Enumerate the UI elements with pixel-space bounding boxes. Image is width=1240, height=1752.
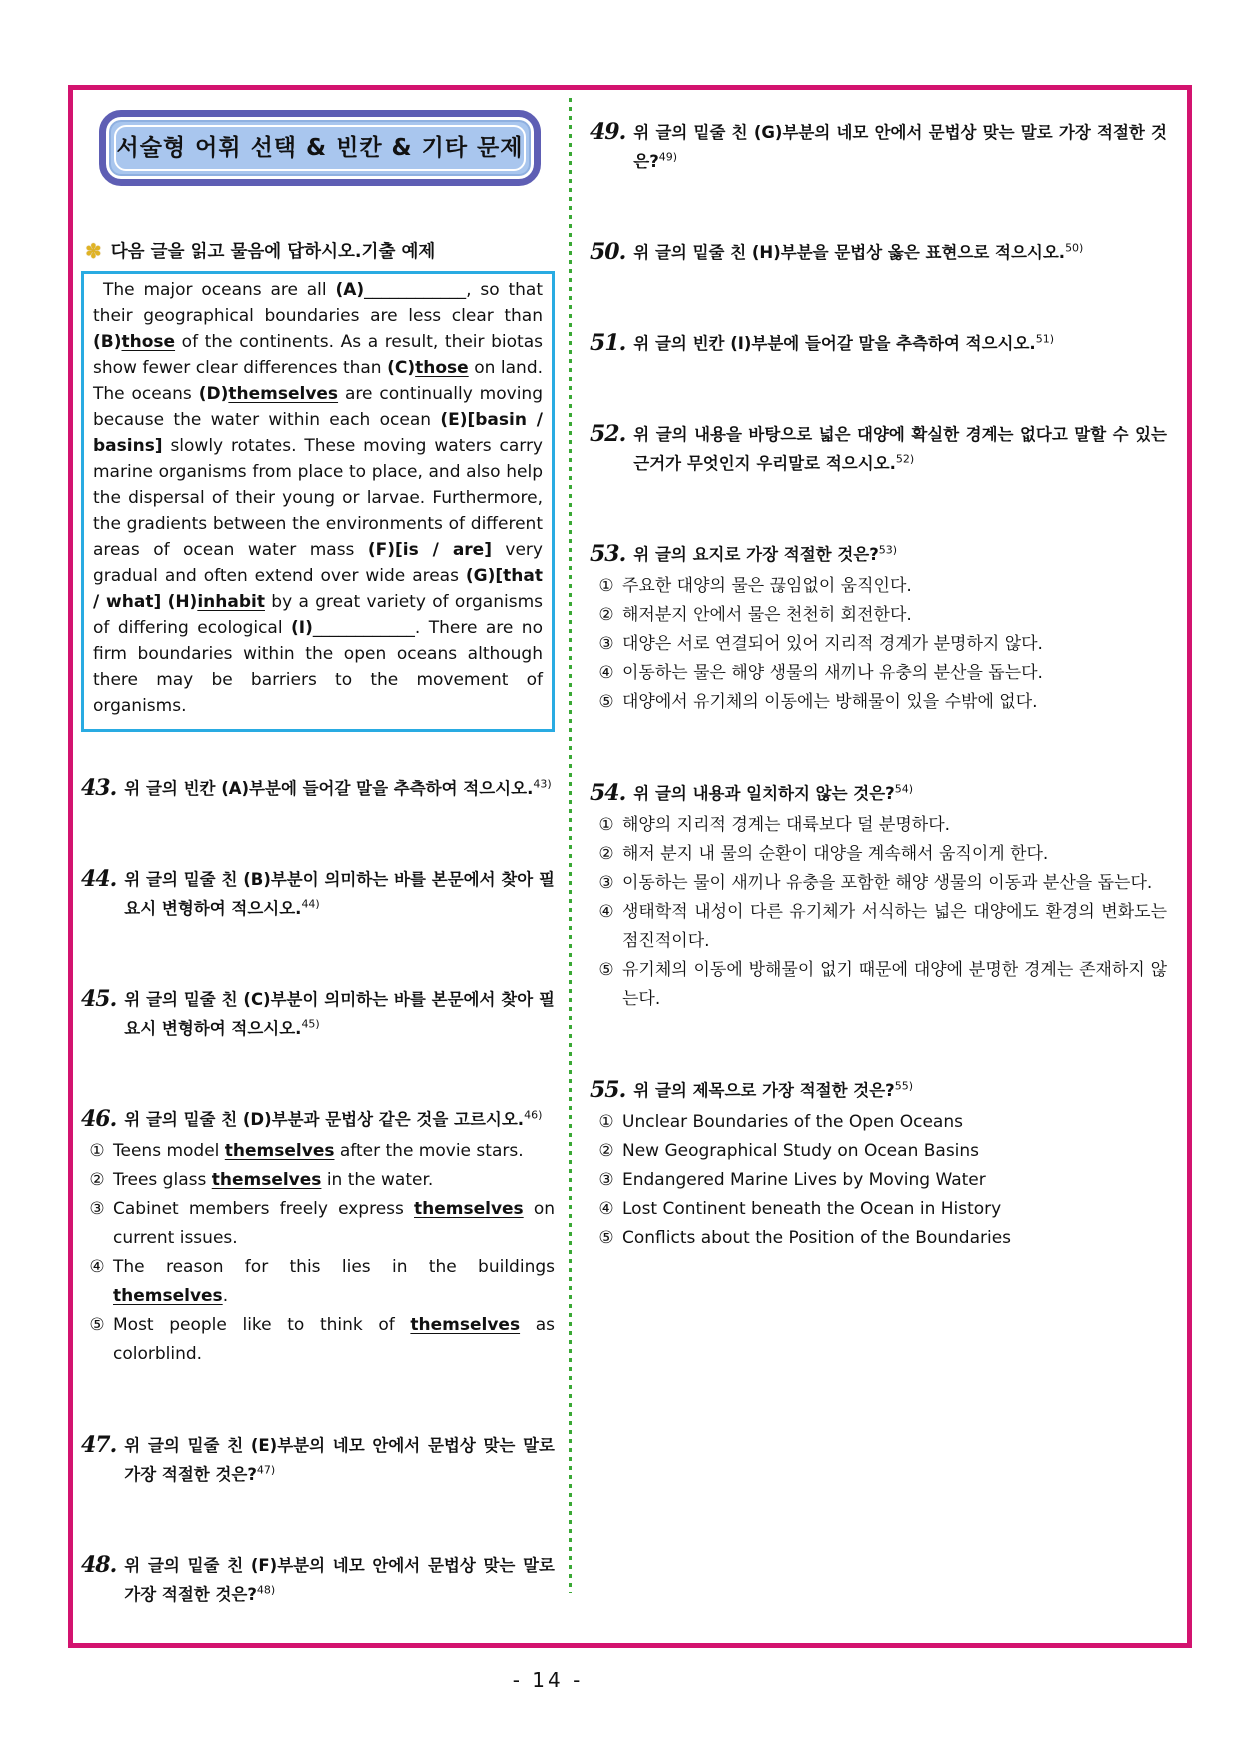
question-text [633, 118, 1167, 176]
question-footnote: 46) [524, 1108, 543, 1122]
option-marker: ③ [89, 1199, 105, 1219]
option-text: 해저분지 안에서 물은 천천히 회전한다. [622, 605, 912, 625]
question-number: 47. [81, 1432, 117, 1458]
question-number: 50. [590, 239, 626, 265]
question-text-body: 위 글의 밑줄 친 (C)부분이 의미하는 바를 본문에서 찾아 필요시 변형하여 적으시오. [124, 990, 555, 1038]
question-footnote: 53) [878, 543, 898, 557]
question-head [590, 420, 1167, 478]
question-footnote: 50) [1065, 241, 1084, 255]
question [590, 420, 1167, 478]
question-number: 46. [81, 1106, 117, 1132]
option-row [81, 1253, 555, 1311]
option-text: The reason for this lies in the buildings themselves. [113, 1257, 555, 1306]
option-marker: ① [598, 576, 614, 596]
question-text [633, 1076, 1167, 1105]
question [81, 774, 555, 803]
section-title-box [99, 110, 541, 186]
flower-icon: ✽ [85, 238, 102, 263]
question-head [81, 774, 555, 803]
question-number: 51. [590, 330, 626, 356]
question-text-body: 위 글의 밑줄 친 (G)부분의 네모 안에서 문법상 맞는 말로 가장 적절한 것은? [633, 123, 1167, 171]
question-text [124, 985, 555, 1043]
question-text-body: 위 글의 밑줄 친 (H)부분을 문법상 옳은 표현으로 적으시오. [633, 243, 1066, 262]
option-row [590, 1195, 1167, 1224]
option-text: Conflicts about the Position of the Boundaries [622, 1228, 1012, 1248]
option-row [590, 898, 1167, 956]
question [590, 540, 1167, 717]
option-row [590, 1137, 1167, 1166]
option-text: Endangered Marine Lives by Moving Water [622, 1170, 986, 1190]
option-row [590, 1108, 1167, 1137]
question-text [633, 238, 1167, 267]
question-text [633, 329, 1167, 358]
option-marker: ① [89, 1141, 105, 1161]
option-text: Unclear Boundaries of the Open Oceans [622, 1112, 963, 1132]
question-footnote: 48) [256, 1583, 276, 1597]
page-number: - 14 - [512, 1668, 584, 1692]
option-row [590, 659, 1167, 688]
option-marker: ④ [598, 1199, 614, 1219]
question [81, 865, 555, 923]
option-text: 대양은 서로 연결되어 있어 지리적 경계가 분명하지 않다. [622, 634, 1043, 654]
option-row [590, 1166, 1167, 1195]
option-marker: ② [598, 844, 614, 864]
question-text-body: 위 글의 빈칸 (A)부분에 들어갈 말을 추측하여 적으시오. [124, 779, 534, 798]
question [590, 118, 1167, 176]
option-row [81, 1166, 555, 1195]
question-footnote: 52) [895, 452, 915, 466]
option-row [590, 630, 1167, 659]
question [81, 1551, 555, 1609]
question-head [590, 1076, 1167, 1105]
option-text: 해저 분지 내 물의 순환이 대양을 계속해서 움직이게 한다. [622, 844, 1049, 864]
column-divider [569, 98, 572, 1593]
question-footnote: 44) [301, 897, 320, 911]
question-head [81, 1551, 555, 1609]
option-marker: ⑤ [598, 692, 614, 712]
question-footnote: 47) [256, 1463, 276, 1477]
question-text [124, 1431, 555, 1489]
option-text: 대양에서 유기체의 이동에는 방해물이 있을 수밖에 없다. [622, 692, 1038, 712]
option-text: Teens model themselves after the movie stars. [113, 1141, 524, 1161]
question [81, 1431, 555, 1489]
question-footnote: 54) [894, 782, 914, 796]
question-head [590, 540, 1167, 569]
option-text: 생태학적 내성이 다른 유기체가 서식하는 넓은 대양에도 환경의 변화도는 점진적이다. [622, 902, 1167, 951]
option-marker: ② [598, 605, 614, 625]
question-head [590, 329, 1167, 358]
passage-box [81, 271, 555, 732]
option-row [590, 572, 1167, 601]
question-text-body: 위 글의 빈칸 (I)부분에 들어갈 말을 추측하여 적으시오. [633, 334, 1036, 353]
option-marker: ② [89, 1170, 105, 1190]
questions-left [81, 774, 555, 1609]
option-row [590, 869, 1167, 898]
instruction-text: 다음 글을 읽고 물음에 답하시오.기출 예제 [110, 242, 436, 262]
question-text [633, 420, 1167, 478]
option-row [81, 1195, 555, 1253]
option-marker: ⑤ [598, 1228, 614, 1248]
question [590, 329, 1167, 358]
question-number: 53. [590, 541, 626, 567]
option-row [590, 601, 1167, 630]
question-text [124, 865, 555, 923]
option-row [590, 688, 1167, 717]
option-marker: ④ [89, 1257, 105, 1277]
question-footnote: 45) [301, 1017, 320, 1031]
question-text [124, 1105, 555, 1134]
question-text [633, 540, 1167, 569]
question-text-body: 위 글의 제목으로 가장 적절한 것은? [633, 1081, 895, 1100]
question-number: 45. [81, 986, 117, 1012]
option-marker: ④ [598, 663, 614, 683]
passage-text: The major oceans are all (A)____________, so that their geographical boundaries are less clear than (B)those of the continents. As a result, their biotas show fewer clear differences than (C)those on land. The oceans (D)themselves are continually moving because the water within each ocean (E)[basin / basins] slowly rotates. These moving waters carry marine organisms from place to place, and also help the dispersal of their young or larvae. Furthermore, the gradients between the environments of different areas of ocean water mass (F)[is / are] very gradual and often extend over wide areas (G)[that / what] (H)inhabit by a great variety of organisms of differing ecological (I)____________. There are no firm boundaries within the open oceans although there may be barriers to the movement of organisms. [93, 280, 544, 716]
question-text-body: 위 글의 밑줄 친 (D)부분과 문법상 같은 것을 고르시오. [124, 1110, 525, 1129]
question-number: 54. [590, 780, 626, 806]
question-number: 48. [81, 1552, 117, 1578]
question-text [124, 1551, 555, 1609]
question-number: 55. [590, 1077, 626, 1103]
option-text: 해양의 지리적 경계는 대륙보다 덜 분명하다. [622, 815, 951, 835]
question-footnote: 55) [894, 1079, 914, 1093]
question-text-body: 위 글의 내용과 일치하지 않는 것은? [633, 784, 895, 803]
question-options [590, 811, 1167, 1014]
question-head [81, 1105, 555, 1134]
option-text: Trees glass themselves in the water. [113, 1170, 434, 1190]
option-marker: ④ [598, 902, 614, 922]
question-head [590, 118, 1167, 176]
option-text: 유기체의 이동에 방해물이 없기 때문에 대양에 분명한 경계는 존재하지 않는다. [622, 960, 1167, 1009]
option-marker: ① [598, 815, 614, 835]
option-marker: ③ [598, 1170, 614, 1190]
instruction-row [85, 238, 555, 263]
option-row [590, 1224, 1167, 1253]
question-footnote: 43) [533, 777, 552, 791]
option-text: Most people like to think of themselves as colorblind. [113, 1315, 555, 1364]
question-options [590, 572, 1167, 717]
option-marker: ① [598, 1112, 614, 1132]
question [81, 985, 555, 1043]
question-options [590, 1108, 1167, 1253]
content-frame [68, 85, 1192, 1648]
option-marker: ② [598, 1141, 614, 1161]
option-row [590, 811, 1167, 840]
option-row [81, 1137, 555, 1166]
left-column [73, 90, 555, 1643]
question-number: 44. [81, 866, 117, 892]
question-head [81, 865, 555, 923]
option-text: Cabinet members freely express themselves on current issues. [113, 1199, 555, 1248]
page-title: 서술형 어휘 선택 & 빈칸 & 기타 문제 [114, 125, 526, 171]
option-marker: ⑤ [598, 960, 614, 980]
option-row [590, 956, 1167, 1014]
question-text-body: 위 글의 밑줄 친 (F)부분의 네모 안에서 문법상 맞는 말로 가장 적절한 것은? [124, 1556, 555, 1604]
question-text [124, 774, 555, 803]
option-text: 주요한 대양의 물은 끊임없이 움직인다. [622, 576, 912, 596]
question-head [590, 779, 1167, 808]
question-text [633, 779, 1167, 808]
question-head [590, 238, 1167, 267]
option-marker: ③ [598, 873, 614, 893]
option-text: Lost Continent beneath the Ocean in History [622, 1199, 1002, 1219]
question-head [81, 985, 555, 1043]
option-row [81, 1311, 555, 1369]
question [590, 779, 1167, 1014]
option-row [590, 840, 1167, 869]
question-head [81, 1431, 555, 1489]
question [590, 238, 1167, 267]
option-text: 이동하는 물은 해양 생물의 새끼나 유충의 분산을 돕는다. [622, 663, 1043, 683]
question [81, 1105, 555, 1369]
question-text-body: 위 글의 밑줄 친 (E)부분의 네모 안에서 문법상 맞는 말로 가장 적절한 것은? [124, 1436, 555, 1484]
question-text-body: 위 글의 밑줄 친 (B)부분이 의미하는 바를 본문에서 찾아 필요시 변형하여 적으시오. [124, 870, 555, 918]
question-number: 52. [590, 421, 626, 447]
question-footnote: 49) [658, 150, 678, 164]
option-marker: ⑤ [89, 1315, 105, 1335]
question-number: 49. [590, 119, 626, 145]
option-text: 이동하는 물이 새끼나 유충을 포함한 해양 생물의 이동과 분산을 돕는다. [622, 873, 1153, 893]
questions-right [590, 118, 1167, 1253]
option-marker: ③ [598, 634, 614, 654]
option-text: New Geographical Study on Ocean Basins [622, 1141, 980, 1161]
question-text-body: 위 글의 요지로 가장 적절한 것은? [633, 545, 879, 564]
question-number: 43. [81, 775, 117, 801]
question-options [81, 1137, 555, 1369]
question [590, 1076, 1167, 1253]
question-text-body: 위 글의 내용을 바탕으로 넓은 대양에 확실한 경계는 없다고 말할 수 있는 근거가 무엇인지 우리말로 적으시오. [633, 425, 1167, 473]
question-footnote: 51) [1035, 332, 1054, 346]
right-column [588, 90, 1187, 1643]
